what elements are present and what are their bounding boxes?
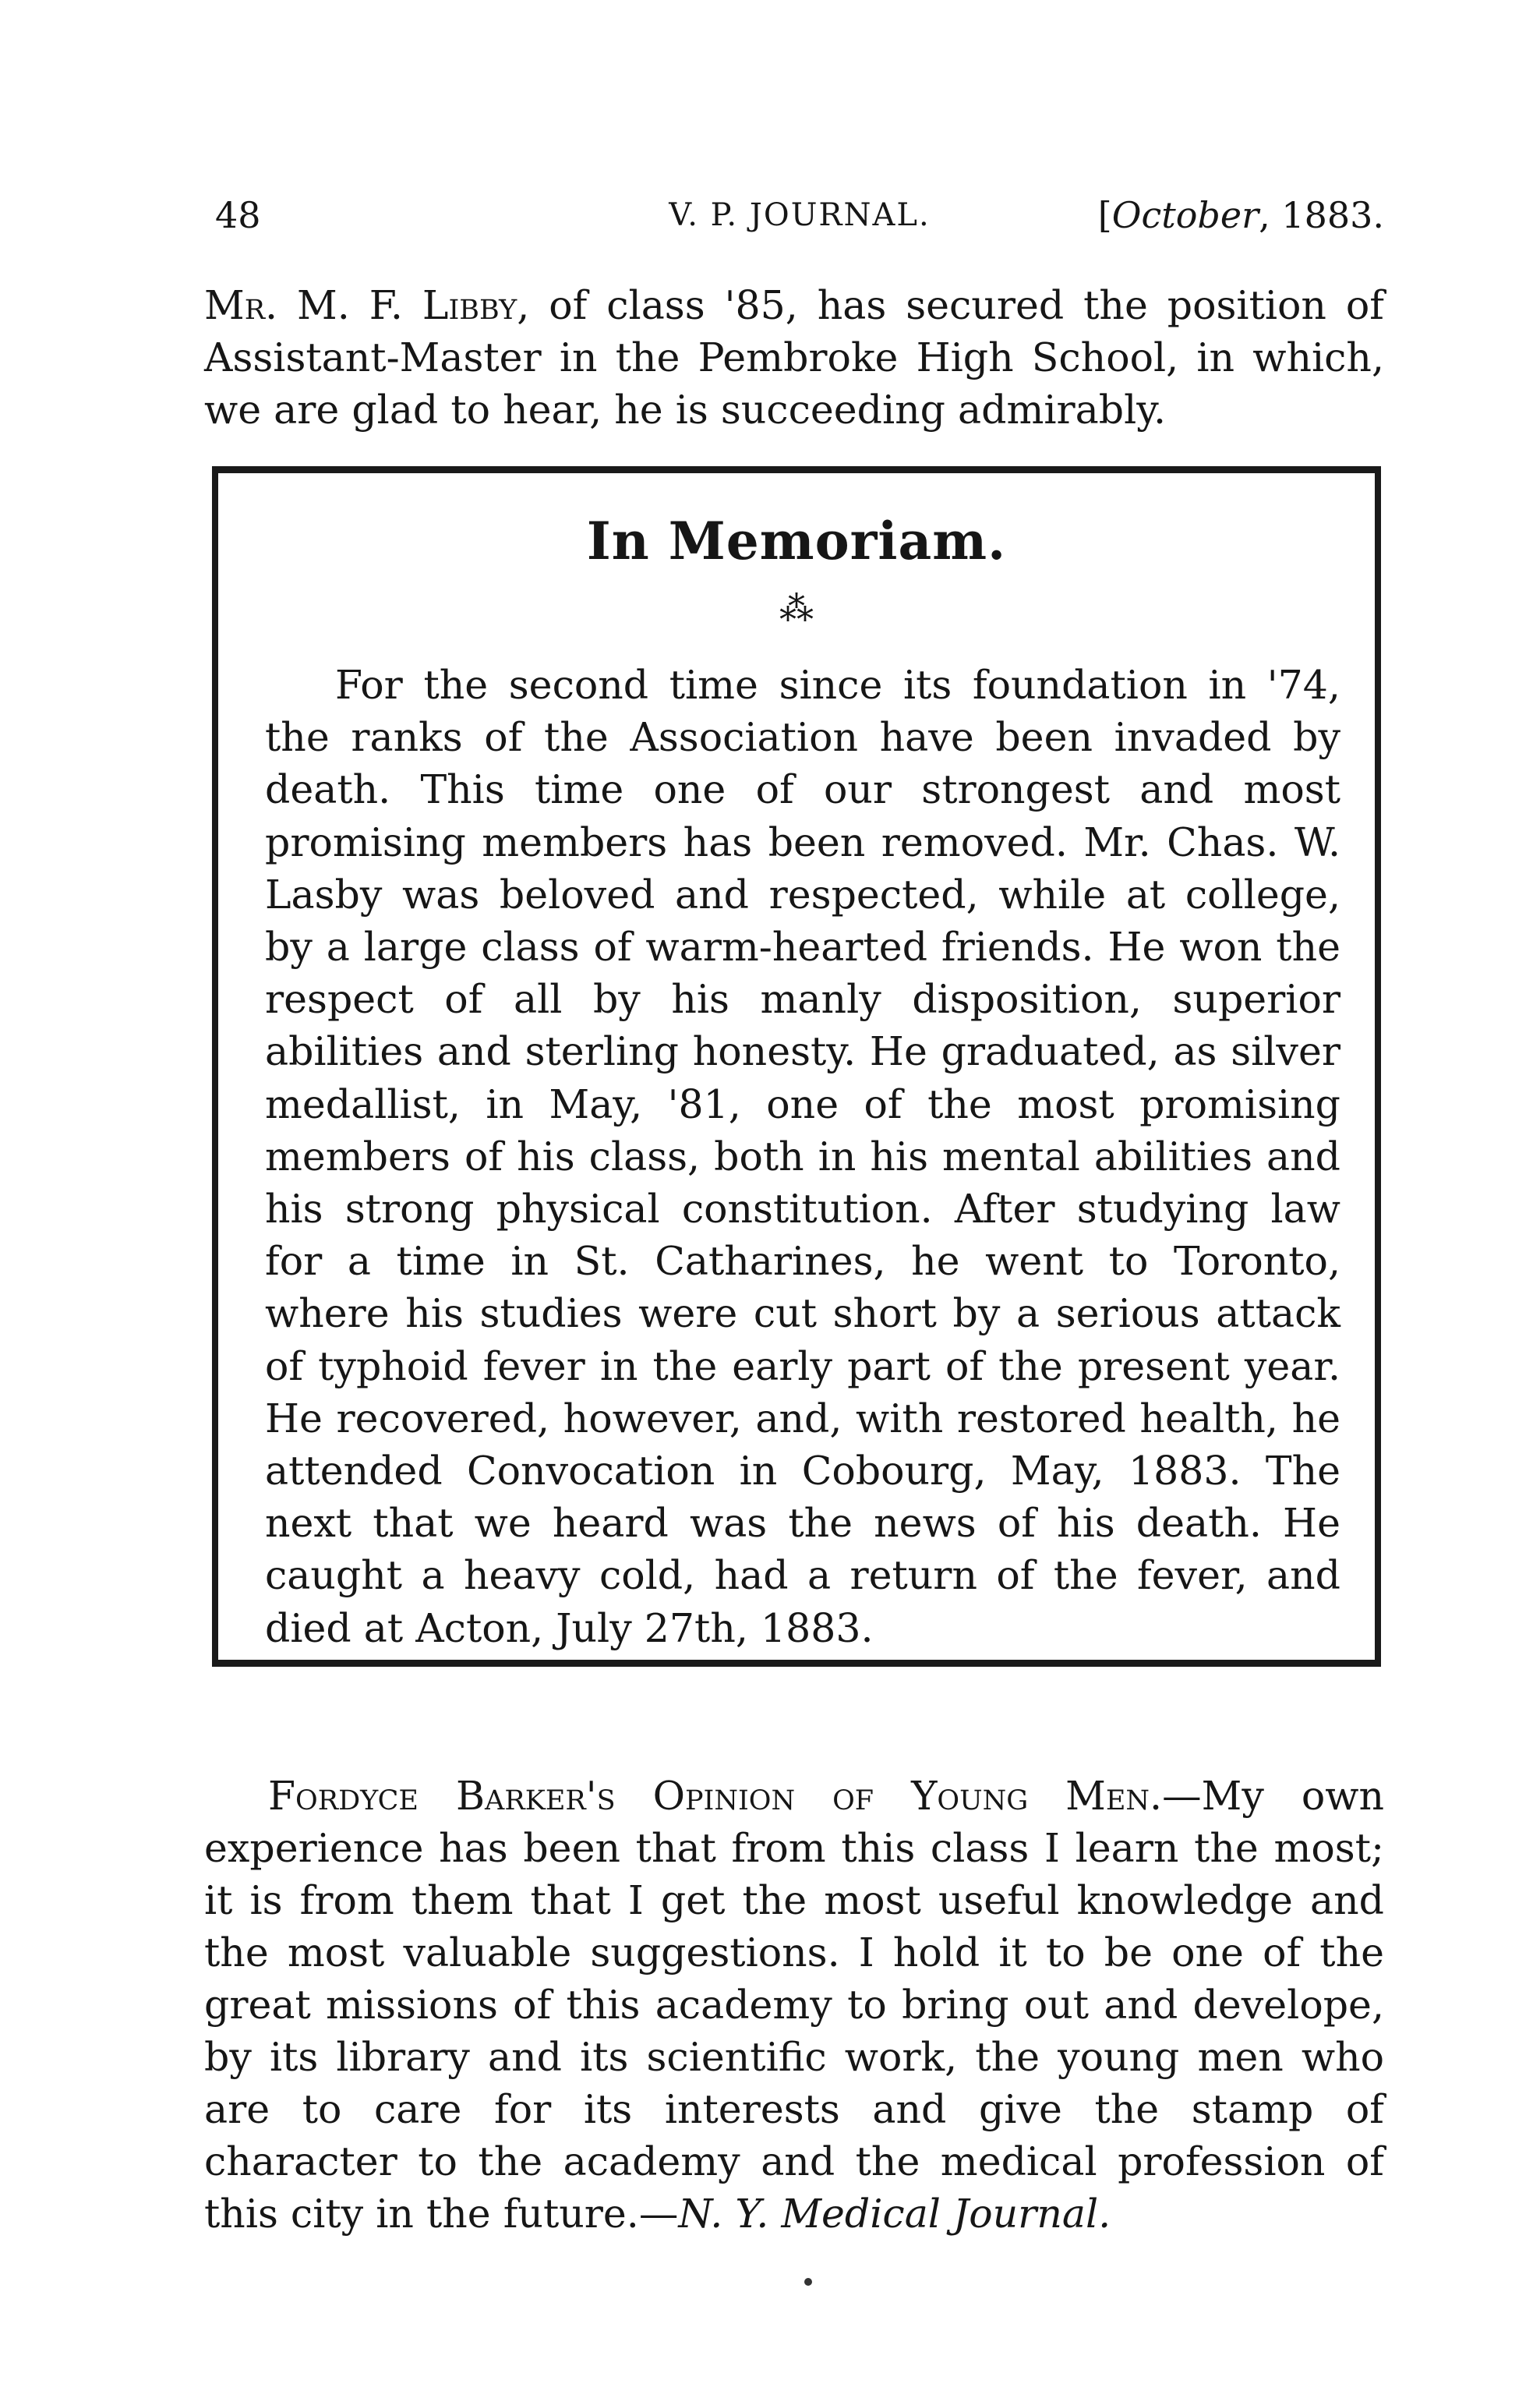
barker-text: —My own experience has been that from this class I learn the most; it is from them that I get the most useful knowledge and the most valuable suggestions. I hold it to be one of the great missions of this academy to bring out and develope, by its library and its scientific work, the young men who are to care for its interests and give the stamp of character to the academy and the medical profession of this city in the future.— xyxy=(204,1773,1385,2237)
page-header xyxy=(215,192,1384,239)
in-memoriam-box xyxy=(212,466,1381,1667)
journal-title: V. P. JOURNAL. xyxy=(669,197,931,233)
barker-paragraph xyxy=(204,1770,1384,2240)
libby-paragraph xyxy=(204,279,1384,436)
barker-heading: Fordyce Barker's Opinion of Young Men. xyxy=(268,1773,1163,1819)
libby-text: , of class '85, has secured the position of Assistant-Master in the Pembroke High School, in which, we are glad to hear, he is succeeding admirably. xyxy=(204,282,1384,433)
footer-dot xyxy=(804,2278,812,2286)
issue-month: October xyxy=(1111,194,1259,236)
page-number: 48 xyxy=(215,194,261,236)
issue-date: [October, 1883. xyxy=(1097,194,1384,236)
ornament-icon: ⁂ xyxy=(779,589,814,629)
memoriam-title: In Memoriam. xyxy=(586,511,1007,571)
barker-source: N. Y. Medical Journal. xyxy=(678,2191,1111,2237)
memoriam-body: For the second time since its foundation in '74, the ranks of the Association have been invaded by death. This time one of our strongest and most promising members has been removed. Mr. Chas. W. Lasby was beloved and respected, while at college, by a large class of warm-hearted friends. He won the respect of all by his manly disposition, superior abilities and sterling honesty. He graduated, as silver medallist, in May, '81, one of the most promising members of his class, both in his mental abilities and his strong physical constitution. After studying law for a time in St. Catharines, he went to Toronto, where his studies were cut short by a serious attack of typhoid fever in the early part of the present year. He recovered, however, and, with restored health, he attended Convocation in Cobourg, May, 1883. The next that we heard was the news of his death. He caught a heavy cold, had a return of the fever, and died at Acton, July 27th, 1883. xyxy=(265,662,1340,1651)
libby-name: Mr. M. F. Libby xyxy=(204,282,517,328)
